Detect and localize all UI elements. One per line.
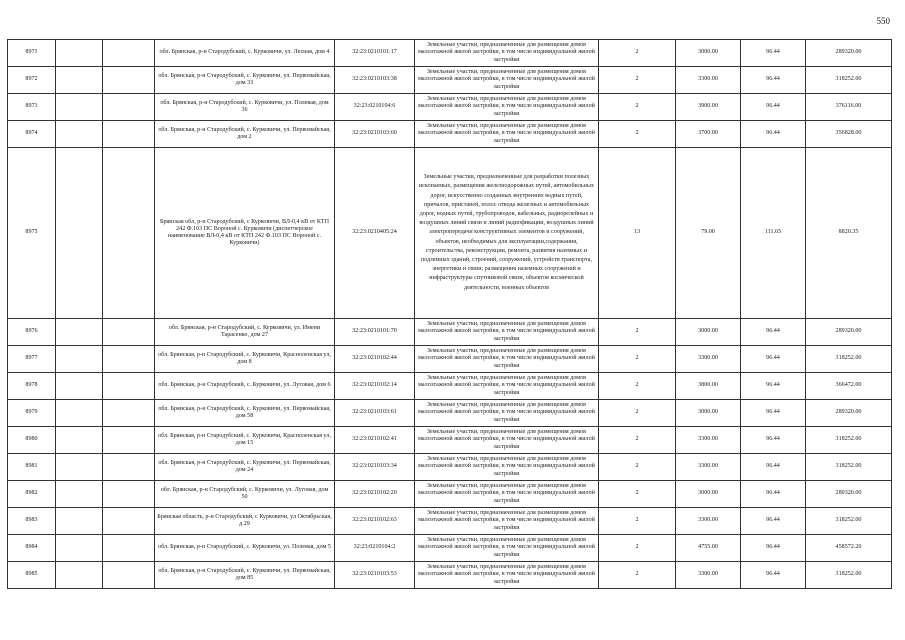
cell-blank (56, 481, 103, 508)
cell-rate: 96.44 (741, 94, 806, 121)
cell-rate: 111.65 (741, 148, 806, 319)
table-row (8, 427, 892, 454)
cell-permitted-use: Земельные участки, предназначенные для размещения домов малоэтажной жилой застройки, в том числе индивидуальной жилой застройки (415, 67, 599, 94)
cell-group: 2 (599, 346, 676, 373)
cell-group: 2 (599, 67, 676, 94)
cell-area: 4755.00 (676, 535, 741, 562)
cell-area: 3300.00 (676, 427, 741, 454)
cell-permitted-use: Земельные участки, предназначенные для размещения домов малоэтажной жилой застройки, в том числе индивидуальной жилой застройки (415, 121, 599, 148)
cell-address: обл. Брянская, р-н Стародубский, с. Курковичи, ул. Первомайская, дом 24 (155, 454, 335, 481)
cell-group: 2 (599, 94, 676, 121)
table-row (8, 508, 892, 535)
cell-rate: 96.44 (741, 481, 806, 508)
cell-group: 2 (599, 40, 676, 67)
table-row (8, 40, 892, 67)
cell-blank (103, 562, 155, 589)
cell-number: 8976 (8, 319, 56, 346)
table-row (8, 400, 892, 427)
cell-area: 3300.00 (676, 67, 741, 94)
cell-permitted-use: Земельные участки, предназначенные для размещения домов малоэтажной жилой застройки, в том числе индивидуальной жилой застройки (415, 562, 599, 589)
cell-rate: 96.44 (741, 535, 806, 562)
table-row (8, 121, 892, 148)
cell-cadastral-number: 32:23:0210104:6 (335, 94, 415, 121)
cell-address: обл. Брянская, р-н Стародубский, с. Курковичи, ул. Первомайская, дом 2 (155, 121, 335, 148)
cell-cadastral-number: 32:23:0210102:41 (335, 427, 415, 454)
cell-blank (103, 67, 155, 94)
cell-permitted-use: Земельные участки, предназначенные для размещения домов малоэтажной жилой застройки, в том числе индивидуальной жилой застройки (415, 454, 599, 481)
cell-blank (103, 121, 155, 148)
cell-address: обл. Брянская, р-н Стародубский, с. Курковичи, Красноленская ул, дом 8 (155, 346, 335, 373)
cell-blank (56, 67, 103, 94)
cell-cadastral-number: 32:23:0210405:24 (335, 148, 415, 319)
cell-number: 8978 (8, 373, 56, 400)
table-row (8, 535, 892, 562)
cell-cadastral-value: 458572.20 (806, 535, 892, 562)
cell-cadastral-number: 32:23:0210102:63 (335, 508, 415, 535)
cell-rate: 96.44 (741, 427, 806, 454)
cell-number: 8973 (8, 94, 56, 121)
cell-blank (56, 535, 103, 562)
cell-area: 3000.00 (676, 400, 741, 427)
cell-group: 2 (599, 319, 676, 346)
cell-rate: 96.44 (741, 373, 806, 400)
cell-blank (56, 40, 103, 67)
cell-number: 8977 (8, 346, 56, 373)
cell-area: 3300.00 (676, 562, 741, 589)
cell-address: обл. Брянская, р-н Стародубский, с. Курковичи, ул. Полевая, дом 36 (155, 94, 335, 121)
cell-blank (56, 121, 103, 148)
cell-permitted-use: Земельные участки, предназначенные для размещения домов малоэтажной жилой застройки, в том числе индивидуальной жилой застройки (415, 40, 599, 67)
cell-blank (56, 319, 103, 346)
cell-group: 13 (599, 148, 676, 319)
cell-permitted-use: Земельные участки, предназначенные для размещения домов малоэтажной жилой застройки, в том числе индивидуальной жилой застройки (415, 481, 599, 508)
cell-cadastral-value: 318252.00 (806, 454, 892, 481)
cell-cadastral-value: 376116.00 (806, 94, 892, 121)
cell-blank (103, 319, 155, 346)
cell-address: обл. Брянская, р-н Стародубский, с. Курковичи, ул. Лесная, дом 4 (155, 40, 335, 67)
cell-rate: 96.44 (741, 400, 806, 427)
cell-address: обл. Брянская, р-н Стародубский, с. Курковичи, ул. Первомайская, дом 33 (155, 67, 335, 94)
cell-cadastral-number: 32:23:0210102:44 (335, 346, 415, 373)
table-row (8, 319, 892, 346)
cell-cadastral-value: 289320.00 (806, 319, 892, 346)
cell-permitted-use: Земельные участки, предназначенные для разработки полезных ископаемых, размещения железнодорожных путей, автомобильных дорог, искусственно созданных внутренних водных путей, причалов, пристаней, полос отвода железных и автомобильных дорог, водных путей, трубопроводов, кабельных, радиорелейных и воздушных линий связи и линий радиофикации, воздушных линий электропередачи конструктивных элементов и сооружений, объектов, необходимых для эксплуатации,содержания, строительства, реконструкции, ремонта, развития наземных и подземных зданий, строений, сооружений, устройств транспорта, энергетики и связи; размещения наземных сооружений и инфраструктуры спутниковой связи, объектов космической деятельности, военных объектов (415, 148, 599, 319)
cell-permitted-use: Земельные участки, предназначенные для размещения домов малоэтажной жилой застройки, в том числе индивидуальной жилой застройки (415, 535, 599, 562)
cell-permitted-use: Земельные участки, предназначенные для размещения домов малоэтажной жилой застройки, в том числе индивидуальной жилой застройки (415, 94, 599, 121)
cell-area: 3300.00 (676, 454, 741, 481)
cell-cadastral-value: 318252.00 (806, 346, 892, 373)
cell-address: обл. Брянская, р-н Стародубский, с. Курковичи, ул. Луговая, дом 6 (155, 373, 335, 400)
cell-cadastral-value: 289320.00 (806, 481, 892, 508)
cell-blank (103, 373, 155, 400)
cell-permitted-use: Земельные участки, предназначенные для размещения домов малоэтажной жилой застройки, в том числе индивидуальной жилой застройки (415, 400, 599, 427)
cell-address: Брянская обл, р-н Стародубский, с Курковичи, ВЛ-0,4 кВ от КТП 242 Ф.103 ПС Вороной с. Курковичи (диспетчерское наименование ВЛ-0,4 кВ от КТП 242 Ф.103 ПС Вороной с. Курковичи) (155, 148, 335, 319)
cell-area: 3000.00 (676, 40, 741, 67)
cell-cadastral-value: 318252.00 (806, 67, 892, 94)
cell-cadastral-value: 318252.00 (806, 508, 892, 535)
cell-blank (56, 148, 103, 319)
cell-number: 8971 (8, 40, 56, 67)
cell-blank (103, 400, 155, 427)
cell-rate: 96.44 (741, 562, 806, 589)
table-row (8, 148, 892, 319)
cell-group: 2 (599, 454, 676, 481)
cell-cadastral-number: 32:23:0210103:38 (335, 67, 415, 94)
cell-number: 8979 (8, 400, 56, 427)
cell-blank (56, 94, 103, 121)
cell-permitted-use: Земельные участки, предназначенные для размещения домов малоэтажной жилой застройки, в том числе индивидуальной жилой застройки (415, 319, 599, 346)
cell-group: 2 (599, 481, 676, 508)
cell-rate: 96.44 (741, 508, 806, 535)
cell-permitted-use: Земельные участки, предназначенные для размещения домов малоэтажной жилой застройки, в том числе индивидуальной жилой застройки (415, 346, 599, 373)
cell-cadastral-number: 32:23:0210103:34 (335, 454, 415, 481)
cell-area: 3800.00 (676, 373, 741, 400)
cell-blank (103, 40, 155, 67)
page-number: 550 (876, 16, 890, 26)
cell-blank (103, 427, 155, 454)
cell-area: 3700.00 (676, 121, 741, 148)
cell-blank (56, 346, 103, 373)
cell-cadastral-number: 32:23:0210104:2 (335, 535, 415, 562)
cell-permitted-use: Земельные участки, предназначенные для размещения домов малоэтажной жилой застройки, в том числе индивидуальной жилой застройки (415, 508, 599, 535)
cell-group: 2 (599, 508, 676, 535)
cell-address: обл. Брянская, р-н Стародубский, с. Курковичи, Красноленская ул, дом 15 (155, 427, 335, 454)
cell-number: 8980 (8, 427, 56, 454)
cell-address: Брянская область, р-н Стародубский, с Курковичи, ул Октябрьская, д 29 (155, 508, 335, 535)
cell-permitted-use: Земельные участки, предназначенные для размещения домов малоэтажной жилой застройки, в том числе индивидуальной жилой застройки (415, 427, 599, 454)
cell-blank (56, 427, 103, 454)
cell-group: 2 (599, 400, 676, 427)
cell-number: 8975 (8, 148, 56, 319)
cell-blank (56, 454, 103, 481)
cell-group: 2 (599, 562, 676, 589)
cell-cadastral-value: 318252.00 (806, 562, 892, 589)
cell-blank (103, 454, 155, 481)
cell-number: 8985 (8, 562, 56, 589)
cell-number: 8984 (8, 535, 56, 562)
cell-rate: 96.44 (741, 319, 806, 346)
cell-blank (56, 400, 103, 427)
cell-area: 3000.00 (676, 481, 741, 508)
cell-number: 8974 (8, 121, 56, 148)
cell-rate: 96.44 (741, 454, 806, 481)
table-row (8, 94, 892, 121)
cell-cadastral-number: 32:23:0210103:60 (335, 121, 415, 148)
cell-number: 8983 (8, 508, 56, 535)
cell-number: 8972 (8, 67, 56, 94)
cell-cadastral-value: 289320.00 (806, 400, 892, 427)
cell-address: обл. Брянская, р-н Стародубский, с. Курковичи, ул. Первомайская, дом 85 (155, 562, 335, 589)
cell-cadastral-value: 289320.00 (806, 40, 892, 67)
cell-blank (103, 508, 155, 535)
cell-area: 3300.00 (676, 508, 741, 535)
cell-cadastral-number: 32:23:0210102:20 (335, 481, 415, 508)
cell-number: 8981 (8, 454, 56, 481)
cell-area: 3900.00 (676, 94, 741, 121)
cell-cadastral-number: 32:23:0210101:17 (335, 40, 415, 67)
cell-cadastral-number: 32:23:0210103:53 (335, 562, 415, 589)
cell-blank (56, 373, 103, 400)
cell-permitted-use: Земельные участки, предназначенные для размещения домов малоэтажной жилой застройки, в том числе индивидуальной жилой застройки (415, 373, 599, 400)
cell-cadastral-number: 32:23:0210102:14 (335, 373, 415, 400)
cell-group: 2 (599, 373, 676, 400)
cell-cadastral-number: 32:23:0210103:61 (335, 400, 415, 427)
cell-blank (103, 148, 155, 319)
cell-blank (56, 562, 103, 589)
cell-area: 3000.00 (676, 319, 741, 346)
cell-address: обл. Брянская, р-н Стародубский, с. Курковичи, ул. Полевая, дом 5 (155, 535, 335, 562)
cell-address: обл. Брянская, р-н Стародубский, с. Курковичи, ул. Первомайская, дом 58 (155, 400, 335, 427)
cell-rate: 96.44 (741, 121, 806, 148)
cell-rate: 96.44 (741, 67, 806, 94)
cell-group: 2 (599, 121, 676, 148)
cell-cadastral-number: 32:23:0210101:70 (335, 319, 415, 346)
land-registry-table (7, 39, 892, 589)
cell-cadastral-value: 318252.00 (806, 427, 892, 454)
cell-cadastral-value: 366472.00 (806, 373, 892, 400)
cell-blank (103, 481, 155, 508)
cell-group: 2 (599, 535, 676, 562)
cell-address: обл. Брянская, р-н Стародубский, с. Курковичи, ул. Луговая, дом 50 (155, 481, 335, 508)
cell-blank (103, 94, 155, 121)
table-row (8, 67, 892, 94)
cell-area: 3300.00 (676, 346, 741, 373)
cell-area: 79.00 (676, 148, 741, 319)
cell-cadastral-value: 8820.35 (806, 148, 892, 319)
cell-blank (103, 535, 155, 562)
table-row (8, 562, 892, 589)
cell-blank (103, 346, 155, 373)
cell-address: обл. Брянская, р-н Стародубский, с. Курковичи, ул. Имени Тарасенко, дом 27 (155, 319, 335, 346)
cell-cadastral-value: 356828.00 (806, 121, 892, 148)
cell-rate: 96.44 (741, 40, 806, 67)
table-row (8, 481, 892, 508)
cell-group: 2 (599, 427, 676, 454)
cell-number: 8982 (8, 481, 56, 508)
cell-blank (56, 508, 103, 535)
table-row (8, 454, 892, 481)
table-row (8, 346, 892, 373)
cell-rate: 96.44 (741, 346, 806, 373)
table-row (8, 373, 892, 400)
